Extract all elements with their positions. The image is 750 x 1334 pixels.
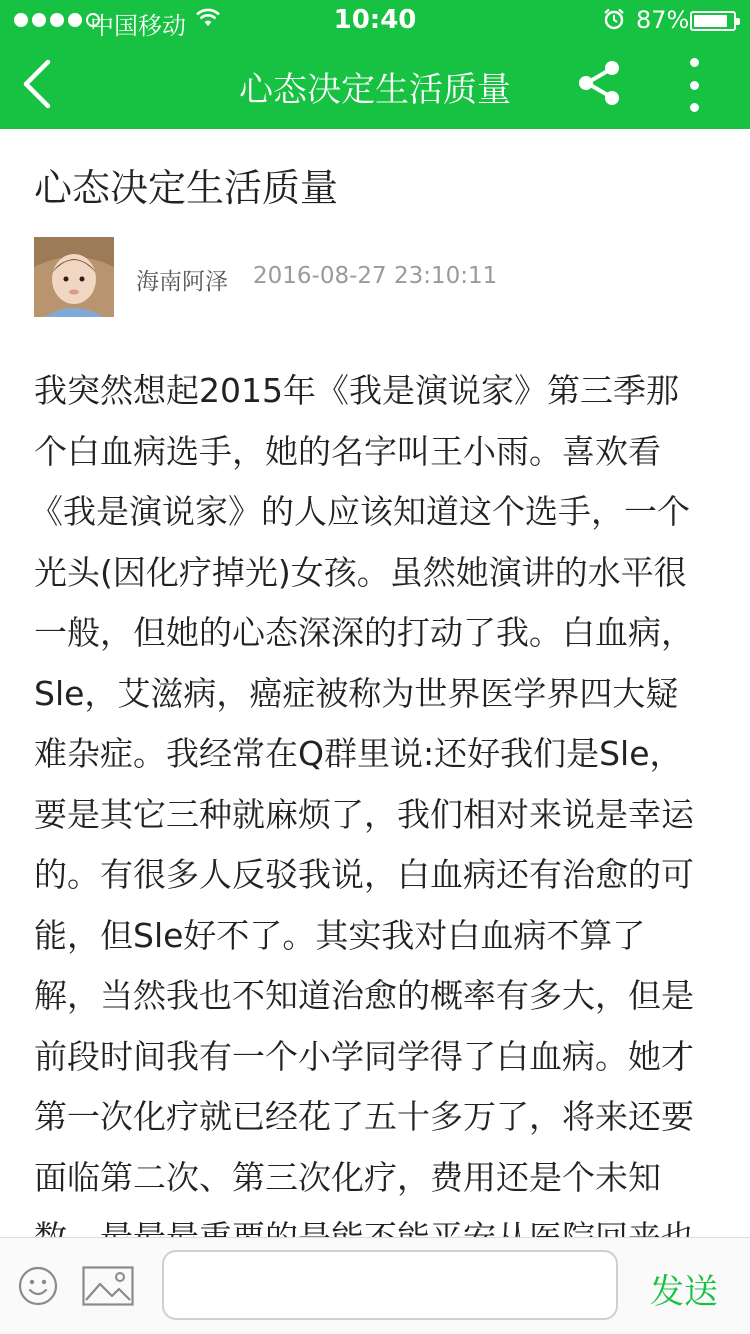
body-line: 解，当然我也不知道治愈的概率有多大，但是 <box>34 976 694 1015</box>
comment-bar <box>0 1237 750 1334</box>
send-button[interactable]: 发送 <box>650 1272 718 1312</box>
avatar[interactable] <box>34 237 114 317</box>
body-line: 光头(因化疗掉光)女孩。虽然她演讲的水平很 <box>34 552 687 592</box>
status-time: 10:40 <box>333 5 417 35</box>
article-body <box>30 361 724 1269</box>
body-line: 要是其它三种就麻烦了，我们相对来说是幸运 <box>34 794 694 834</box>
status-bar <box>0 0 750 40</box>
body-line: 面临第二次、第三次化疗，费用还是个未知 <box>34 1157 661 1197</box>
top-bar <box>0 0 750 129</box>
article-title: 心态决定生活质量 <box>34 166 339 210</box>
more-vertical-icon[interactable] <box>684 58 704 112</box>
share-icon[interactable] <box>576 60 622 106</box>
body-line: 个白血病选手，她的名字叫王小雨。喜欢看 <box>34 431 661 471</box>
body-line: 《我是演说家》的人应该知道这个选手，一个 <box>30 492 690 531</box>
nav-bar <box>0 40 750 129</box>
author-name[interactable]: 海南阿泽 <box>136 269 228 295</box>
image-icon[interactable] <box>82 1266 134 1306</box>
nav-title: 心态决定生活质量 <box>239 70 511 110</box>
emoji-icon[interactable] <box>18 1266 58 1306</box>
battery-icon <box>690 11 736 31</box>
body-line: 前段时间我有一个小学同学得了白血病。她才 <box>34 1036 694 1076</box>
article-content[interactable] <box>0 129 750 1237</box>
carrier-label: 中国移动 <box>90 12 186 40</box>
body-line: 难杂症。我经常在Q群里说:还好我们是Sle， <box>34 734 683 773</box>
body-line: 的。有很多人反驳我说，白血病还有治愈的可 <box>34 855 694 894</box>
alarm-icon <box>603 8 625 30</box>
comment-input[interactable] <box>162 1250 618 1320</box>
battery-percent: 87% <box>636 6 690 34</box>
body-line: Sle，艾滋病，癌症被称为世界医学界四大疑 <box>34 673 679 713</box>
body-line: 一般，但她的心态深深的打动了我。白血病， <box>34 613 694 652</box>
body-line: 我突然想起2015年《我是演说家》第三季那 <box>34 371 679 410</box>
body-line: 第一次化疗就已经花了五十多万了，将来还要 <box>34 1097 694 1136</box>
publish-date: 2016-08-27 23:10:11 <box>253 263 498 289</box>
body-line: 能，但Sle好不了。其实我对白血病不算了 <box>34 915 646 955</box>
